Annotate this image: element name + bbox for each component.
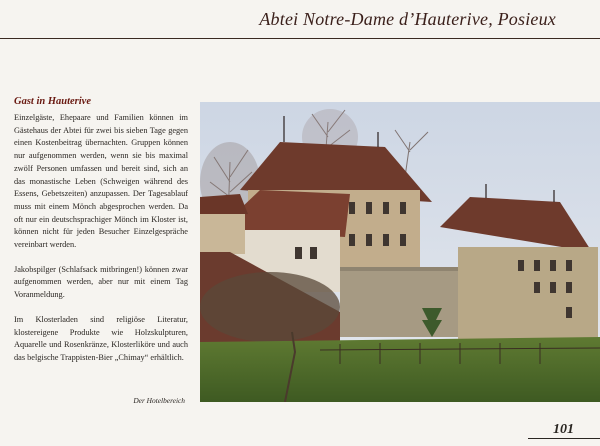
paragraph-shop: Im Klosterladen sind religiöse Literatur, klostereigene Produkte wie Holzskulpturen, Aquarelle und Rosenkränze, Klosterliköre und auch das belgische Trappisten-Bier „Chimay“ erhältlich.	[14, 314, 188, 362]
text-column	[14, 96, 188, 377]
paragraph-pilgrims: Jakobspilger (Schlafsack mitbringen!) können zwar aufgenommen werden, aber nur mit einem Tag Voranmeldung.	[14, 264, 188, 300]
abbey-photo	[200, 102, 600, 402]
page-header	[0, 0, 600, 39]
abbey-illustration	[200, 102, 600, 402]
page-number: 101	[553, 422, 574, 437]
section-heading: Gast in Hauterive	[14, 96, 92, 107]
photo-caption: Der Hotelbereich	[133, 396, 185, 405]
paragraph-guests: Einzelgäste, Ehepaare und Familien können im Gästehaus der Abtei für zwei bis sieben Tage gegen einen Kostenbeitrag übernachten. Gruppen können nur aufgenommen werden, wenn sie bis maximal zwölf Personen umfassen und bereit sind, sich an das monastische Leben (Schweigen während des Essens, Gebetszeiten) anzupassen. Der Tagesablauf muss mit einem Mönch abgesprochen werden. Da oft nur ein deutschsprachiger Mönch im Kloster ist, können nicht für jeden Besucher Einzelgespräche vereinbart werden.	[14, 113, 188, 250]
page-title: Abtei Notre-Dame d’Hauterive, Posieux	[259, 9, 556, 29]
footer-rule	[528, 438, 600, 439]
